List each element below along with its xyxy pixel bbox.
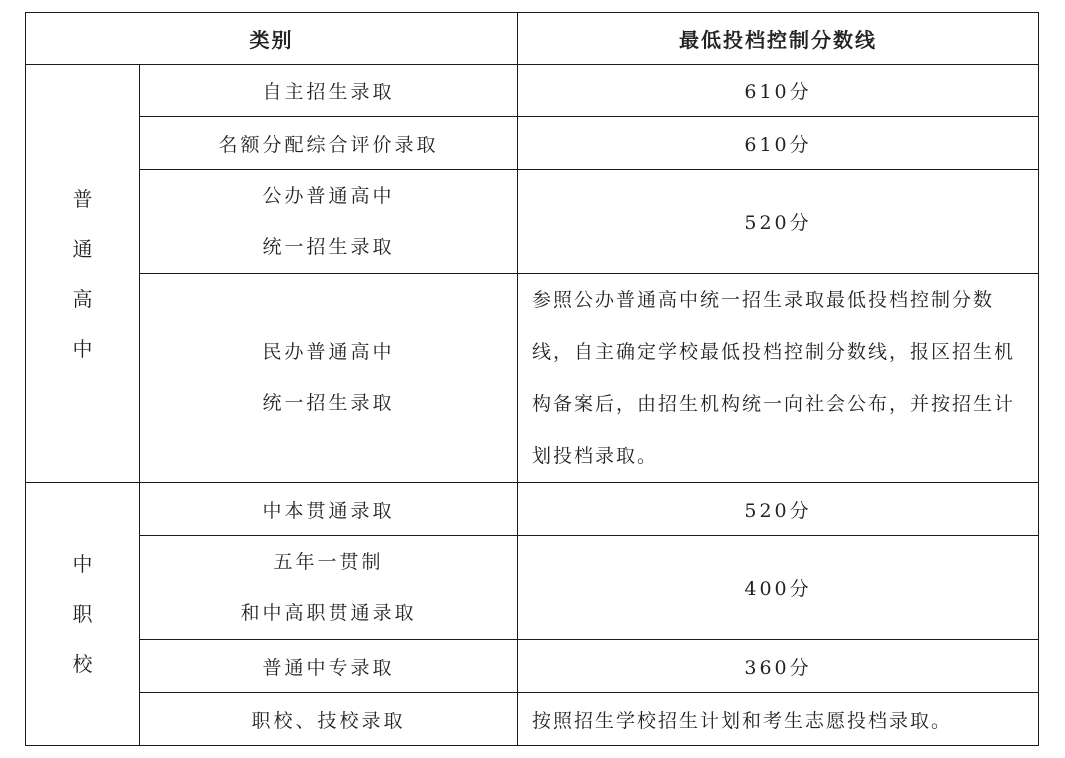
score-cell: 610分 [518, 65, 1039, 117]
admission-type: 普通中专录取 [140, 640, 518, 693]
admission-type-line: 统一招生录取 [262, 392, 395, 414]
table-row [26, 536, 1039, 640]
admission-type-line: 民办普通高中 [262, 341, 395, 363]
admission-type-line: 公办普通高中 [262, 184, 395, 207]
admission-type: 名额分配综合评价录取 [140, 117, 518, 170]
admission-type-line: 统一招生录取 [262, 235, 395, 258]
admission-type [140, 170, 518, 274]
admission-type: 职校、技校录取 [140, 693, 518, 746]
score-cell: 520分 [518, 170, 1039, 274]
admission-type: 自主招生录取 [140, 65, 518, 117]
admission-score-table [25, 12, 1038, 743]
table-row [26, 65, 1039, 117]
header-row [26, 13, 1039, 65]
table-row [26, 117, 1039, 170]
table-row [26, 640, 1039, 693]
admission-type-line: 和中高职贯通录取 [240, 601, 417, 624]
group-label-char: 通 [72, 236, 93, 261]
group-label-vocational-school [26, 483, 140, 746]
score-note: 按照招生学校招生计划和考生志愿投档录取。 [518, 693, 1039, 746]
admission-type [140, 274, 518, 483]
group-label-char: 校 [72, 652, 93, 676]
group-label-char: 普 [72, 186, 93, 211]
score-note: 参照公办普通高中统一招生录取最低投档控制分数线，自主确定学校最低投档控制分数线，报区招生机构备案后，由招生机构统一向社会公布，并按招生计划投档录取。 [518, 274, 1039, 483]
admission-type-line: 五年一贯制 [273, 550, 384, 573]
group-label-char: 中 [72, 552, 93, 576]
admission-type: 中本贯通录取 [140, 483, 518, 536]
group-label-general-high-school [26, 65, 140, 483]
header-category: 类别 [26, 13, 518, 65]
group-label-char: 中 [72, 336, 93, 361]
table-row [26, 483, 1039, 536]
score-cell: 520分 [518, 483, 1039, 536]
table-row [26, 693, 1039, 746]
group-label-char: 职 [72, 602, 93, 626]
table-row [26, 170, 1039, 274]
score-cell: 360分 [518, 640, 1039, 693]
table-row [26, 274, 1039, 483]
header-min-score: 最低投档控制分数线 [518, 13, 1039, 65]
admission-type [140, 536, 518, 640]
score-cell: 400分 [518, 536, 1039, 640]
score-cell: 610分 [518, 117, 1039, 170]
group-label-char: 高 [72, 286, 93, 311]
